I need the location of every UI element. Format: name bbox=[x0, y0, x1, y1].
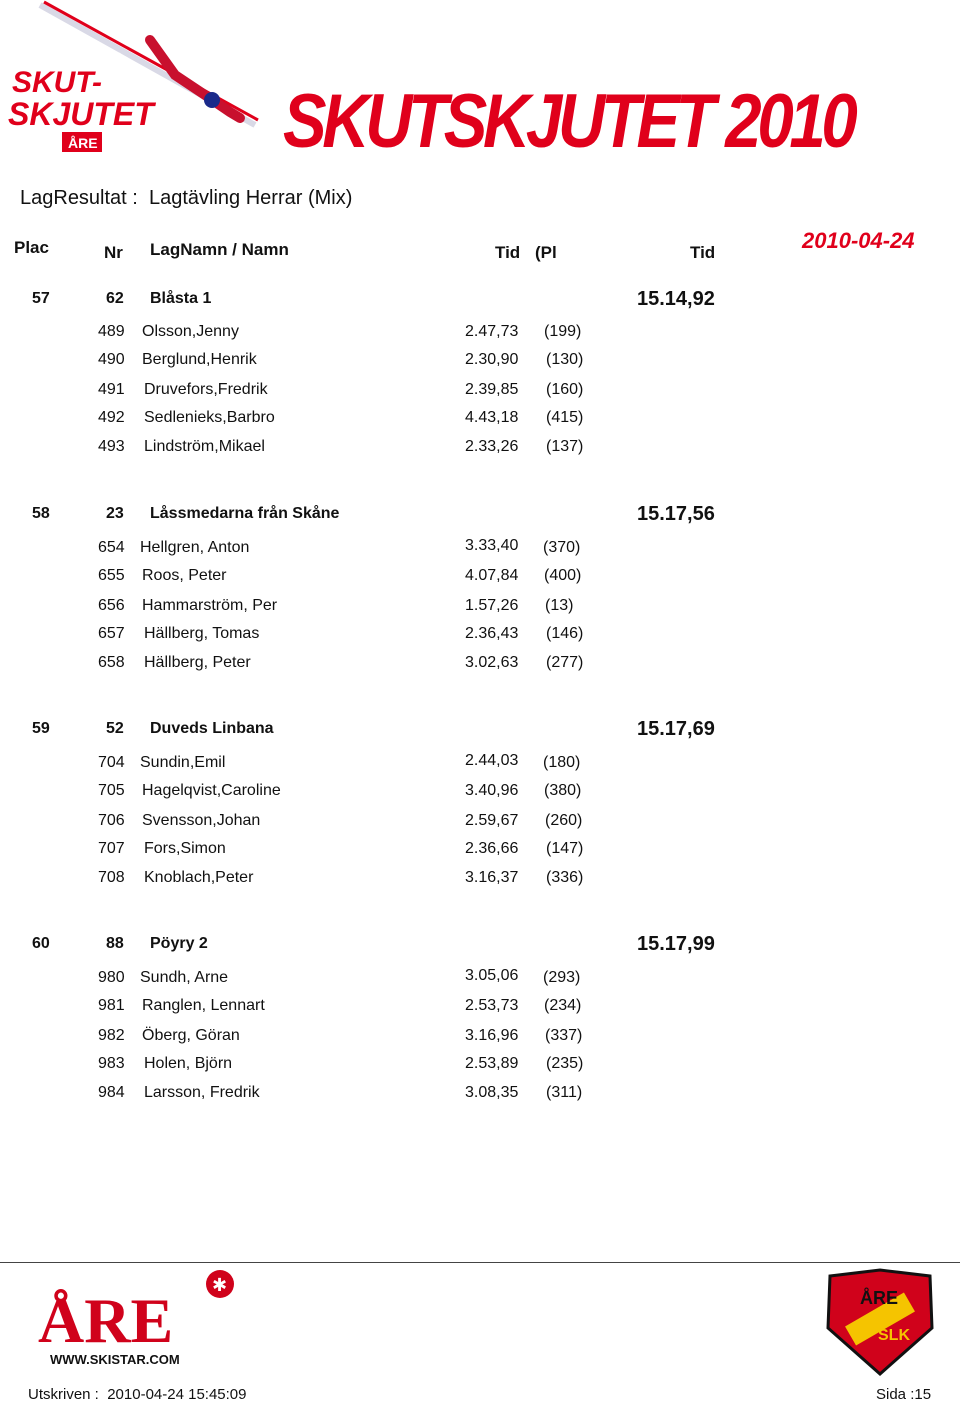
runner-name: Hällberg, Peter bbox=[144, 654, 251, 671]
team-place: 59 bbox=[32, 720, 50, 737]
runner-nr: 656 bbox=[98, 597, 125, 614]
runner-time: 2.30,90 bbox=[465, 351, 519, 368]
runner-time: 2.47,73 bbox=[465, 323, 519, 340]
runner-name: Druvefors,Fredrik bbox=[144, 381, 268, 398]
runner-time: 3.40,96 bbox=[465, 782, 519, 799]
printed-label: Utskriven : bbox=[28, 1386, 99, 1403]
team-name: Låssmedarna från Skåne bbox=[150, 505, 340, 522]
runner-place: (199) bbox=[544, 323, 582, 340]
are-logo-text: ÅRE bbox=[38, 1285, 174, 1356]
runner-nr: 657 bbox=[98, 625, 125, 642]
team-name: Blåsta 1 bbox=[150, 290, 212, 307]
runner-nr: 489 bbox=[98, 323, 125, 340]
runner-name: Hällberg, Tomas bbox=[144, 625, 260, 642]
runner-row bbox=[0, 597, 960, 619]
result-heading bbox=[20, 187, 352, 210]
runner-nr: 980 bbox=[98, 969, 125, 986]
runner-row bbox=[0, 567, 960, 589]
column-pl: (Pl bbox=[535, 243, 557, 262]
team-header bbox=[0, 935, 960, 959]
runner-nr: 984 bbox=[98, 1084, 125, 1101]
footer-divider bbox=[0, 1262, 960, 1263]
runner-place: (370) bbox=[543, 539, 581, 556]
runner-place: (400) bbox=[544, 567, 582, 584]
team-total: 15.17,99 bbox=[637, 933, 715, 955]
column-total-tid: Tid bbox=[690, 243, 716, 262]
runner-time: 2.53,73 bbox=[465, 997, 519, 1014]
printed-at: 2010-04-24 15:45:09 bbox=[107, 1386, 247, 1403]
slk-logo-top: ÅRE bbox=[860, 1288, 899, 1308]
runner-nr: 704 bbox=[98, 754, 125, 771]
header-date: 2010-04-24 bbox=[802, 228, 915, 253]
runner-name: Öberg, Göran bbox=[142, 1027, 240, 1044]
runner-place: (180) bbox=[543, 754, 581, 771]
runner-name: Knoblach,Peter bbox=[144, 869, 254, 886]
runner-place: (380) bbox=[544, 782, 582, 799]
runner-nr: 491 bbox=[98, 381, 125, 398]
runner-name: Sedlenieks,Barbro bbox=[144, 409, 275, 426]
runner-row bbox=[0, 869, 960, 891]
runner-place: (234) bbox=[544, 997, 582, 1014]
runner-time: 2.44,03 bbox=[465, 752, 519, 769]
runner-name: Lindström,Mikael bbox=[144, 438, 265, 455]
runner-time: 2.53,89 bbox=[465, 1055, 519, 1072]
team-place: 60 bbox=[32, 935, 50, 952]
runner-name: Holen, Björn bbox=[144, 1055, 233, 1072]
runner-row bbox=[0, 438, 960, 460]
runner-row bbox=[0, 381, 960, 403]
skutskjutet-logo bbox=[0, 0, 265, 160]
runner-row bbox=[0, 1027, 960, 1049]
runner-row bbox=[0, 812, 960, 834]
runner-time: 3.02,63 bbox=[465, 654, 519, 671]
runner-nr: 705 bbox=[98, 782, 125, 799]
runner-row bbox=[0, 409, 960, 431]
runner-row bbox=[0, 351, 960, 373]
team-header bbox=[0, 290, 960, 314]
runner-place: (277) bbox=[546, 654, 584, 671]
runner-nr: 981 bbox=[98, 997, 125, 1014]
team-header bbox=[0, 505, 960, 529]
runner-row bbox=[0, 997, 960, 1019]
runner-time: 2.33,26 bbox=[465, 438, 519, 455]
runner-place: (337) bbox=[545, 1027, 583, 1044]
logo-text-top: SKUT- bbox=[12, 66, 102, 99]
runner-name: Svensson,Johan bbox=[142, 812, 261, 829]
runner-name: Sundh, Arne bbox=[140, 969, 229, 986]
runner-nr: 654 bbox=[98, 539, 125, 556]
team-place: 58 bbox=[32, 505, 50, 522]
team-place: 57 bbox=[32, 290, 50, 307]
runner-place: (311) bbox=[546, 1084, 583, 1101]
runner-place: (147) bbox=[546, 840, 584, 857]
event-title: SKUTSKJUTET 2010 bbox=[283, 79, 854, 164]
runner-place: (293) bbox=[543, 969, 581, 986]
runner-row bbox=[0, 539, 960, 561]
team-nr: 23 bbox=[106, 505, 124, 522]
page-label: Sida : bbox=[876, 1386, 915, 1403]
runner-nr: 707 bbox=[98, 840, 125, 857]
logo-badge: ÅRE bbox=[68, 135, 98, 151]
printed-timestamp bbox=[28, 1386, 247, 1403]
runner-row bbox=[0, 625, 960, 647]
runner-nr: 490 bbox=[98, 351, 125, 368]
runner-row bbox=[0, 654, 960, 676]
runner-nr: 983 bbox=[98, 1055, 125, 1072]
team-name: Duveds Linbana bbox=[150, 720, 274, 737]
runner-nr: 492 bbox=[98, 409, 125, 426]
team-total: 15.14,92 bbox=[637, 288, 715, 310]
runner-nr: 708 bbox=[98, 869, 125, 886]
runner-name: Berglund,Henrik bbox=[142, 351, 257, 368]
runner-row bbox=[0, 1055, 960, 1077]
runner-name: Larsson, Fredrik bbox=[144, 1084, 260, 1101]
svg-text:✱: ✱ bbox=[212, 1275, 228, 1296]
runner-time: 3.08,35 bbox=[465, 1084, 519, 1101]
runner-name: Fors,Simon bbox=[144, 840, 226, 857]
runner-nr: 658 bbox=[98, 654, 125, 671]
runner-name: Hellgren, Anton bbox=[140, 539, 250, 556]
runner-row bbox=[0, 754, 960, 776]
column-nr: Nr bbox=[104, 243, 123, 262]
page-indicator bbox=[876, 1386, 931, 1403]
runner-name: Hammarström, Per bbox=[142, 597, 278, 614]
runner-time: 4.07,84 bbox=[465, 567, 519, 584]
column-tid: Tid bbox=[495, 243, 521, 262]
column-name: LagNamn / Namn bbox=[150, 240, 289, 259]
runner-place: (130) bbox=[546, 351, 584, 368]
team-total: 15.17,56 bbox=[637, 503, 715, 525]
runner-time: 4.43,18 bbox=[465, 409, 519, 426]
runner-place: (415) bbox=[546, 409, 584, 426]
runner-place: (235) bbox=[546, 1055, 584, 1072]
runner-place: (336) bbox=[546, 869, 584, 886]
team-nr: 52 bbox=[106, 720, 124, 737]
runner-row bbox=[0, 323, 960, 345]
runner-time: 2.36,66 bbox=[465, 840, 519, 857]
slk-logo-bottom: SLK bbox=[878, 1327, 910, 1344]
runner-time: 3.16,37 bbox=[465, 869, 519, 886]
team-nr: 62 bbox=[106, 290, 124, 307]
team-total: 15.17,69 bbox=[637, 718, 715, 740]
result-label: LagResultat : bbox=[20, 187, 138, 209]
page-number: 15 bbox=[914, 1386, 932, 1403]
team-nr: 88 bbox=[106, 935, 124, 952]
team-header bbox=[0, 720, 960, 744]
logo-text-bottom: SKJUTET bbox=[8, 96, 154, 132]
team-name: Pöyry 2 bbox=[150, 935, 208, 952]
runner-place: (160) bbox=[546, 381, 584, 398]
runner-time: 2.36,43 bbox=[465, 625, 519, 642]
runner-place: (146) bbox=[546, 625, 584, 642]
runner-place: (137) bbox=[546, 438, 584, 455]
runner-name: Olsson,Jenny bbox=[142, 323, 239, 340]
runner-name: Roos, Peter bbox=[142, 567, 227, 584]
runner-name: Ranglen, Lennart bbox=[142, 997, 265, 1014]
runner-name: Hagelqvist,Caroline bbox=[142, 782, 281, 799]
runner-time: 3.05,06 bbox=[465, 967, 519, 984]
runner-time: 1.57,26 bbox=[465, 597, 519, 614]
runner-name: Sundin,Emil bbox=[140, 754, 226, 771]
runner-place: (260) bbox=[545, 812, 583, 829]
runner-nr: 655 bbox=[98, 567, 125, 584]
runner-row bbox=[0, 969, 960, 991]
runner-row bbox=[0, 782, 960, 804]
runner-row bbox=[0, 840, 960, 862]
runner-nr: 493 bbox=[98, 438, 125, 455]
are-skistar-logo bbox=[36, 1268, 246, 1368]
are-slk-logo bbox=[820, 1268, 940, 1378]
runner-time: 2.39,85 bbox=[465, 381, 519, 398]
runner-nr: 706 bbox=[98, 812, 125, 829]
are-logo-url: WWW.SKISTAR.COM bbox=[50, 1352, 180, 1367]
runner-time: 2.59,67 bbox=[465, 812, 519, 829]
result-class: Lagtävling Herrar (Mix) bbox=[148, 187, 353, 209]
runner-place: (13) bbox=[545, 597, 574, 614]
runner-nr: 982 bbox=[98, 1027, 125, 1044]
runner-time: 3.33,40 bbox=[465, 537, 519, 554]
runner-time: 3.16,96 bbox=[465, 1027, 519, 1044]
column-plac: Plac bbox=[14, 238, 49, 257]
runner-row bbox=[0, 1084, 960, 1106]
